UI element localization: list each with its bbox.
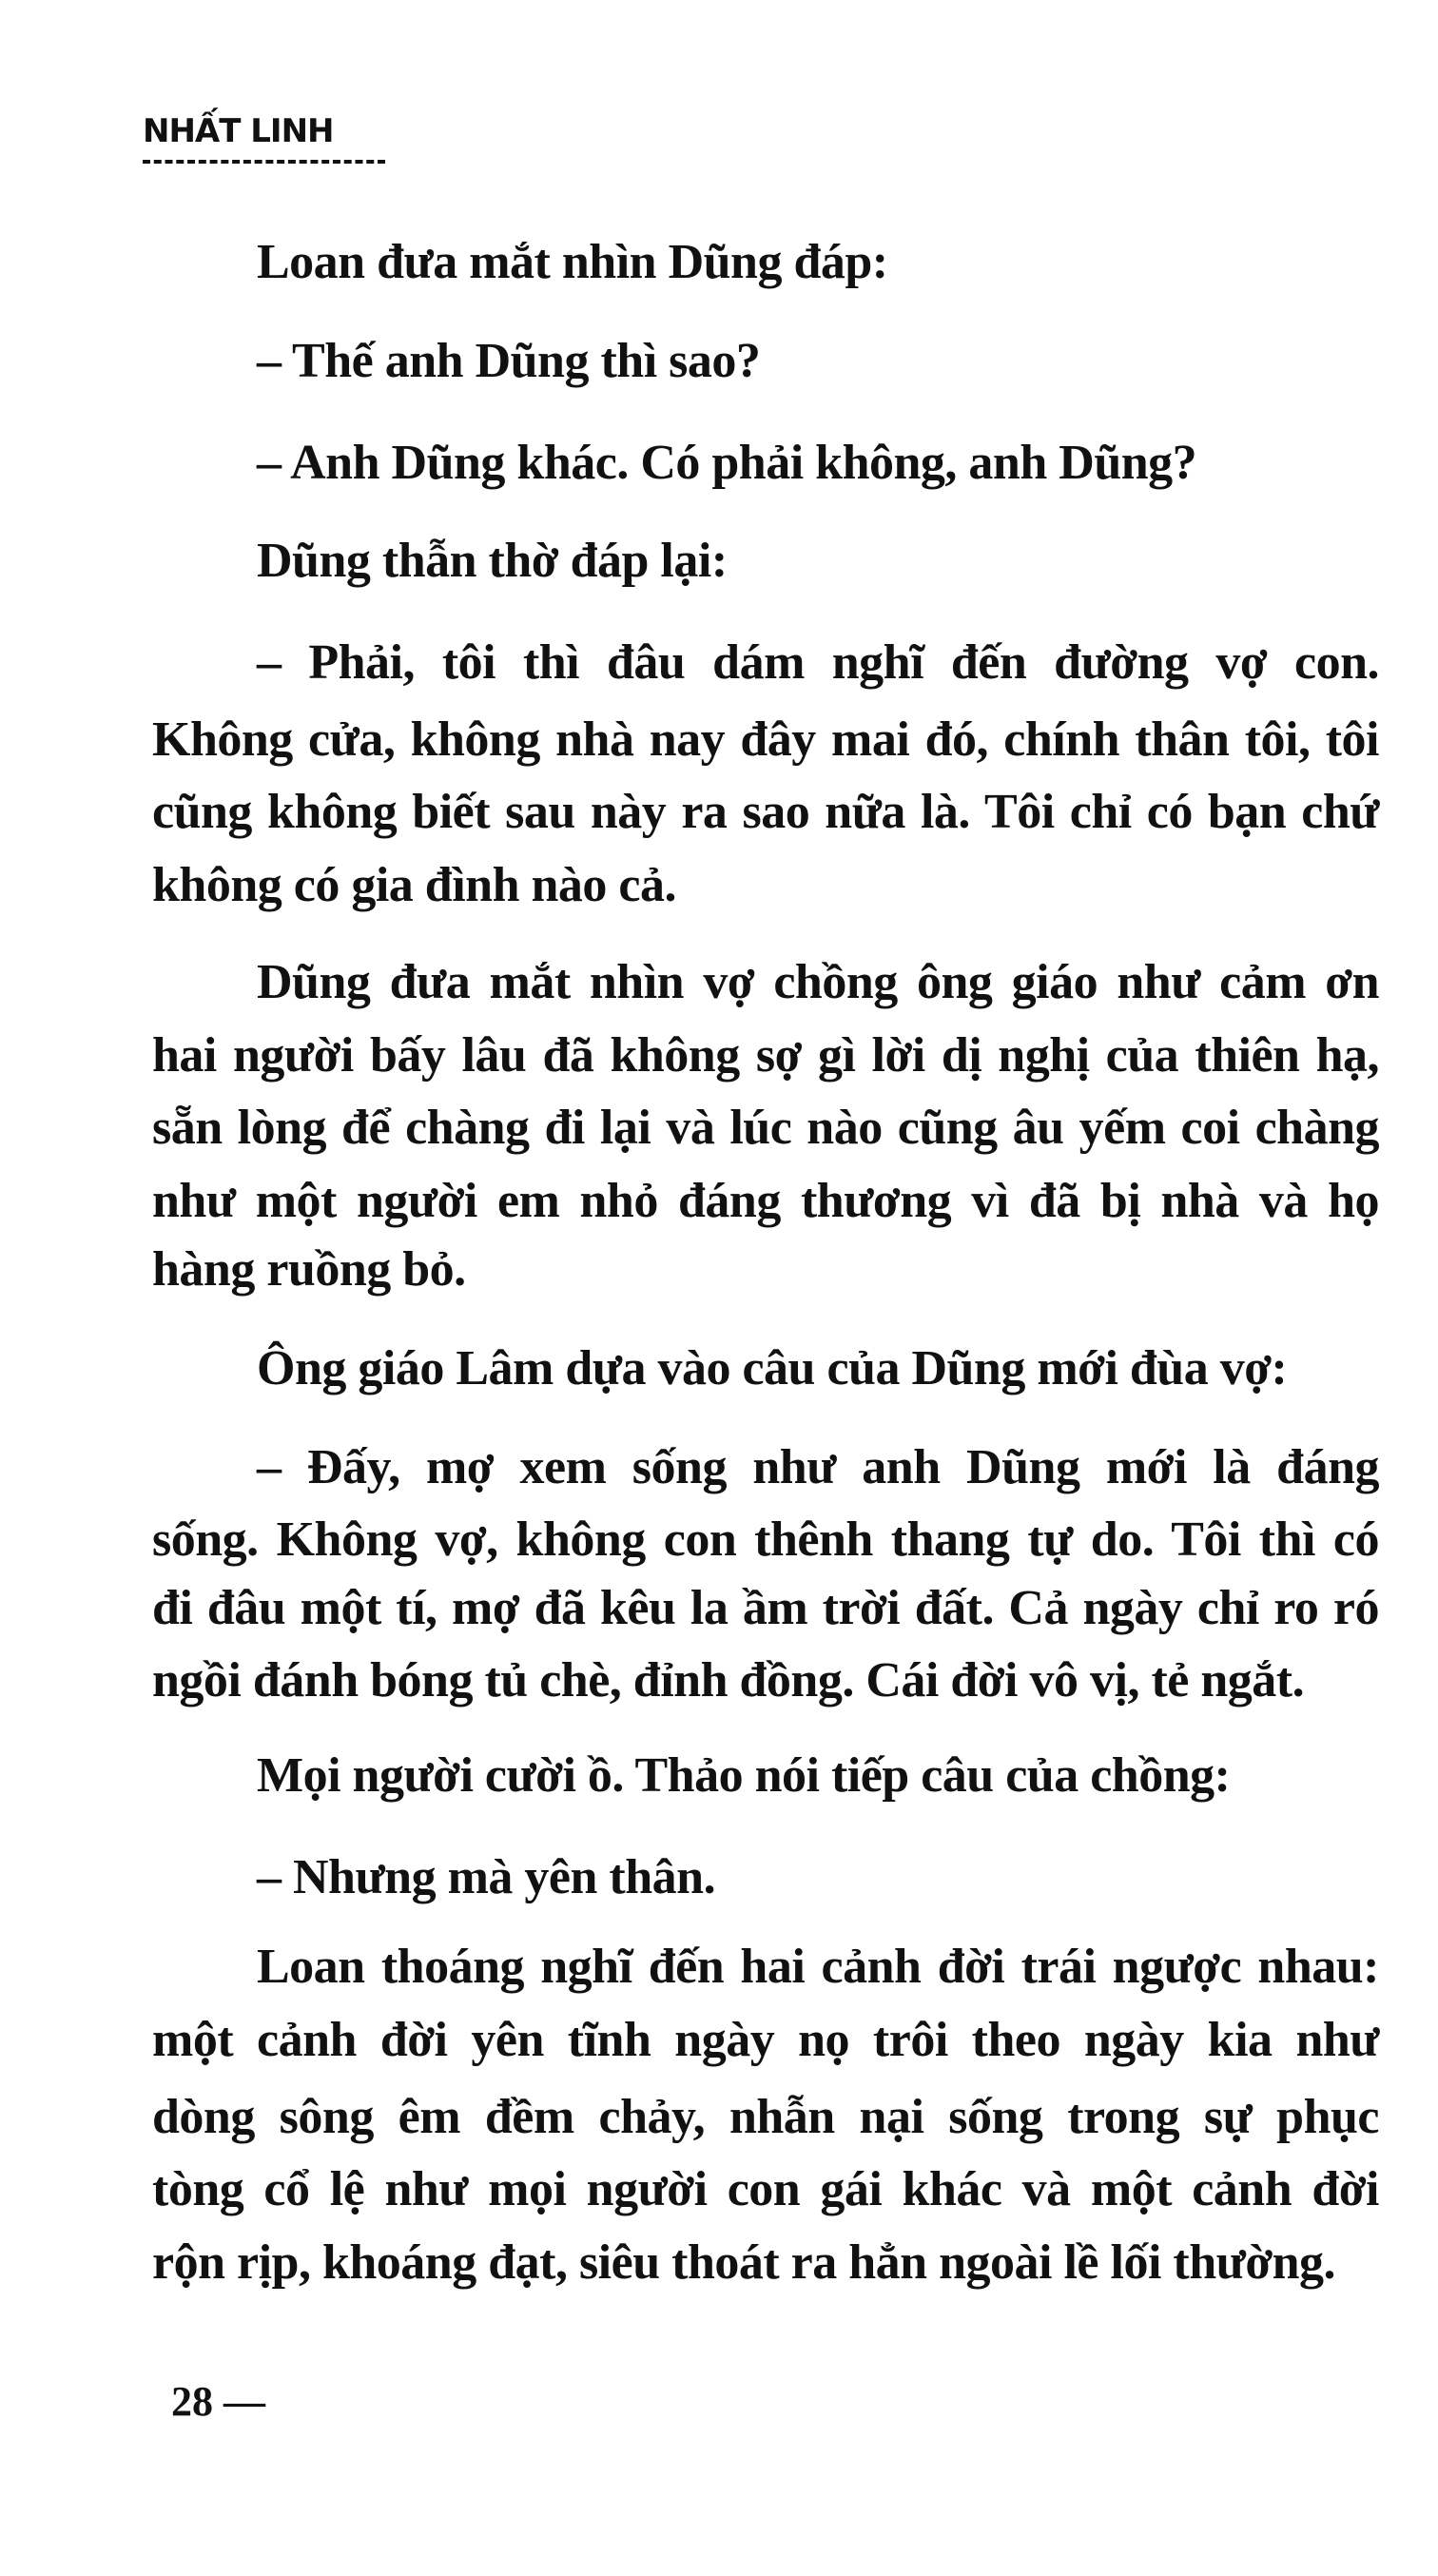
text-line: – Thế anh Dũng thì sao?: [257, 334, 761, 388]
text-line: Dũng thẫn thờ đáp lại:: [257, 534, 728, 588]
text-line: như một người em nhỏ đáng thương vì đã bị nhà và họ: [152, 1174, 1379, 1228]
text-line: ngồi đánh bóng tủ chè, đỉnh đồng. Cái đời vô vị, tẻ ngắt.: [152, 1653, 1305, 1708]
text-line: – Nhưng mà yên thân.: [257, 1850, 716, 1904]
text-line: – Đấy, mợ xem sống như anh Dũng mới là đáng: [257, 1440, 1379, 1494]
text-line: Mọi người cười ồ. Thảo nói tiếp câu của chồng:: [257, 1748, 1231, 1803]
text-line: Dũng đưa mắt nhìn vợ chồng ông giáo như cảm ơn: [257, 955, 1379, 1009]
text-line: đi đâu một tí, mợ đã kêu la ầm trời đất. Cả ngày chỉ ro ró: [152, 1581, 1379, 1635]
page-number: 28 —: [171, 2378, 265, 2425]
text-line: hai người bấy lâu đã không sợ gì lời dị nghị của thiên hạ,: [152, 1028, 1379, 1083]
text-line: cũng không biết sau này ra sao nữa là. Tôi chỉ có bạn chứ: [152, 785, 1379, 839]
text-line: rộn rịp, khoáng đạt, siêu thoát ra hẳn ngoài lề lối thường.: [152, 2235, 1336, 2290]
text-line: không có gia đình nào cả.: [152, 858, 676, 912]
text-line: – Phải, tôi thì đâu dám nghĩ đến đường vợ con.: [257, 635, 1379, 690]
text-line: Loan đưa mắt nhìn Dũng đáp:: [257, 235, 888, 289]
text-line: tòng cổ lệ như mọi người con gái khác và một cảnh đời: [152, 2162, 1379, 2216]
header-divider: [143, 160, 385, 164]
text-line: dòng sông êm đềm chảy, nhẫn nại sống trong sự phục: [152, 2090, 1379, 2144]
text-line: – Anh Dũng khác. Có phải không, anh Dũng?: [257, 436, 1197, 490]
text-line: hàng ruồng bỏ.: [152, 1242, 466, 1297]
text-line: sẵn lòng để chàng đi lại và lúc nào cũng âu yếm coi chàng: [152, 1101, 1379, 1155]
text-line: Không cửa, không nhà nay đây mai đó, chính thân tôi, tôi: [152, 712, 1379, 767]
text-line: Ông giáo Lâm dựa vào câu của Dũng mới đùa vợ:: [257, 1341, 1288, 1395]
text-line: Loan thoáng nghĩ đến hai cảnh đời trái ngược nhau:: [257, 1940, 1379, 1994]
running-header: NHẤT LINH: [143, 112, 334, 150]
text-line: sống. Không vợ, không con thênh thang tự do. Tôi thì có: [152, 1512, 1379, 1567]
text-line: một cảnh đời yên tĩnh ngày nọ trôi theo ngày kia như: [152, 2013, 1379, 2067]
